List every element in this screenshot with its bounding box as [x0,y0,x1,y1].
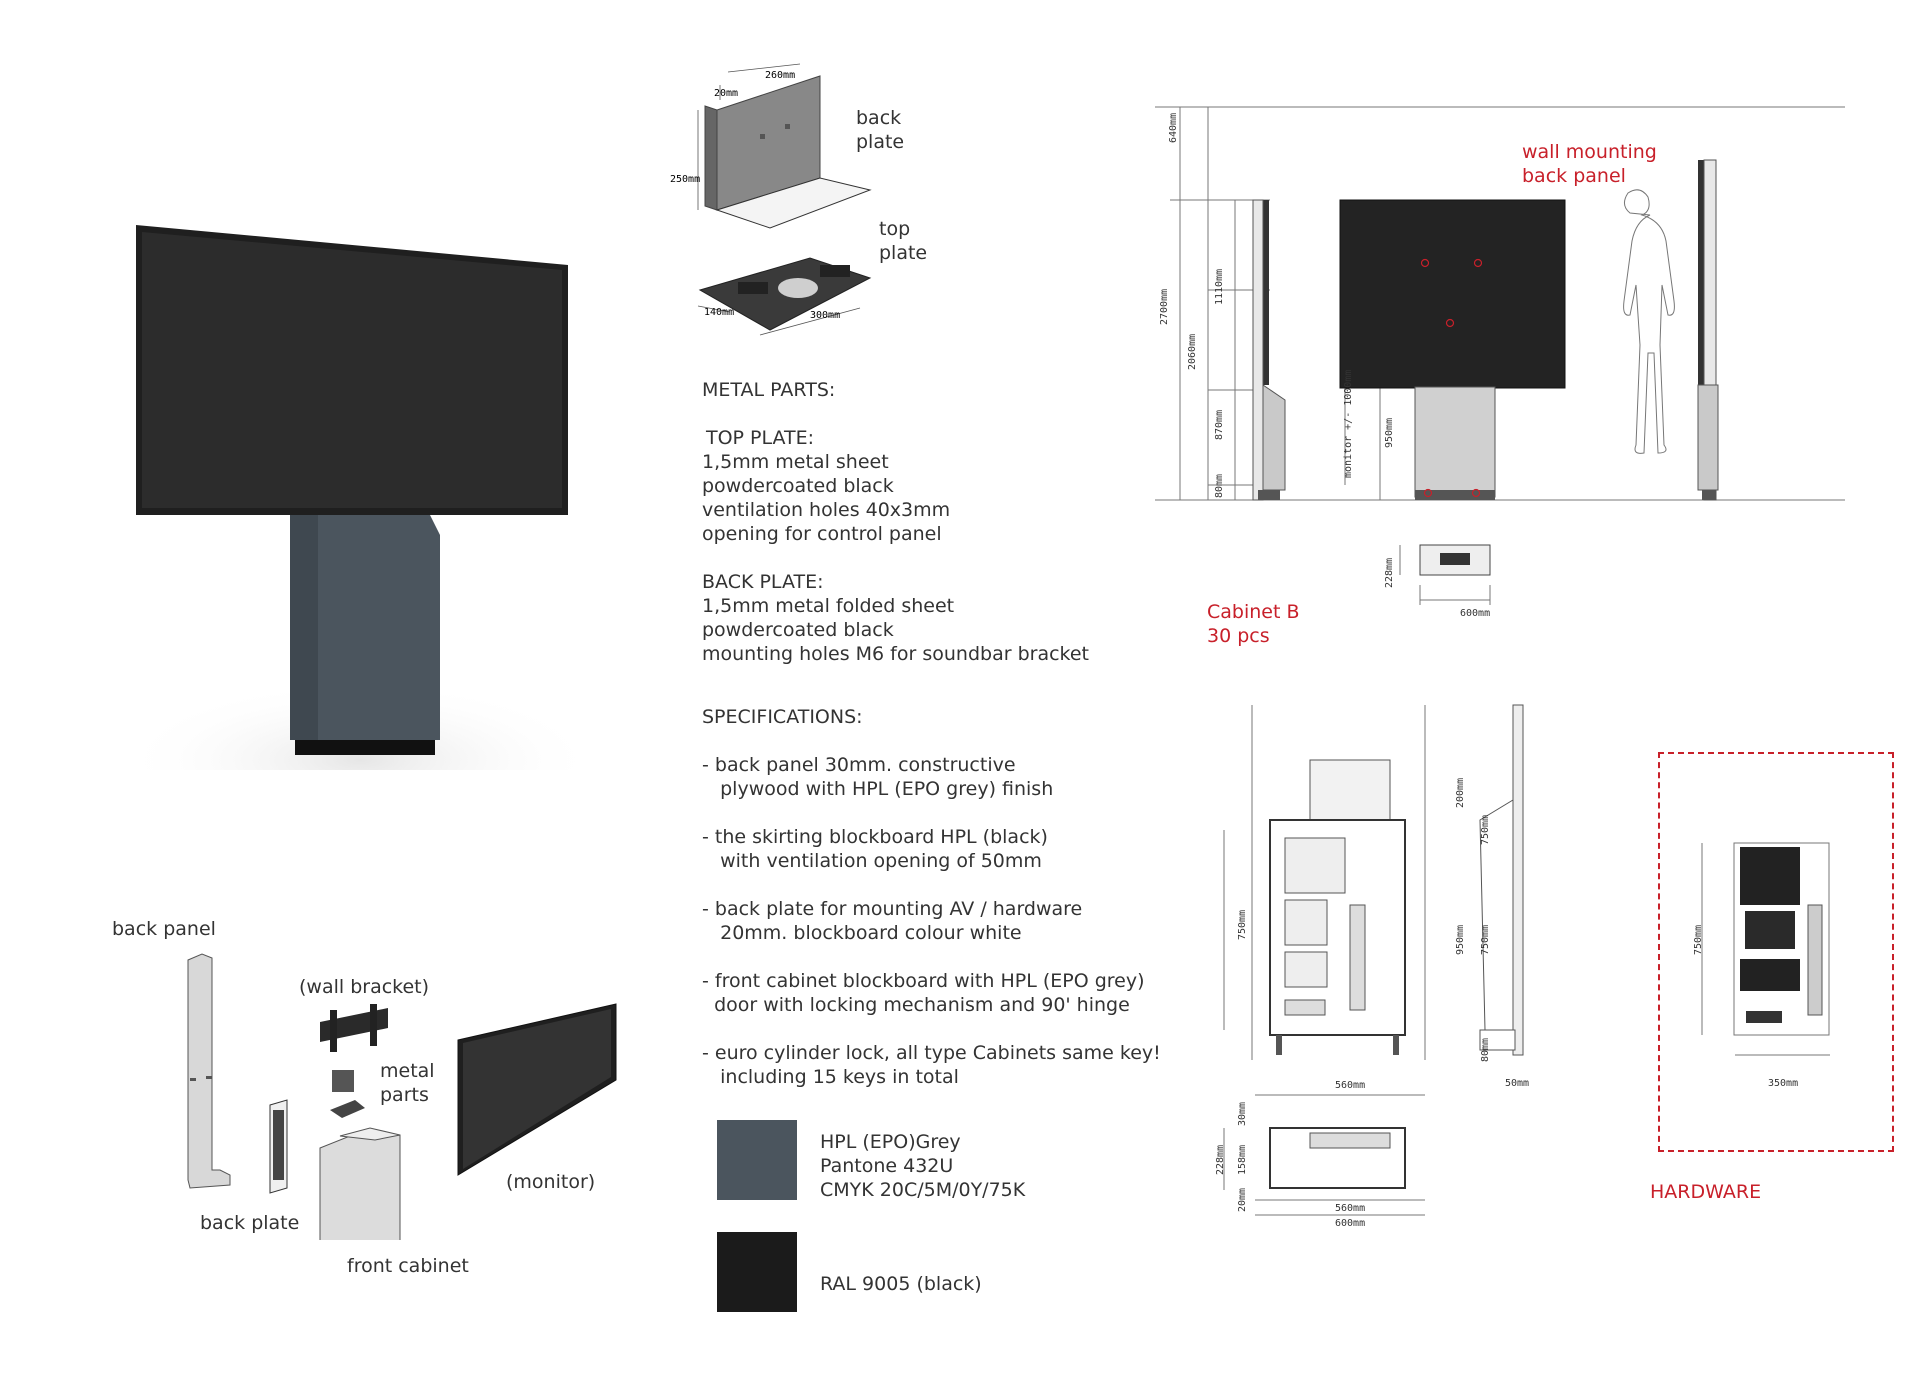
top-plate-title: TOP PLATE: [706,427,815,449]
back-plate-title: BACK PLATE: [702,571,824,593]
cd-dim-228: 228mm [1215,1144,1226,1175]
hardware-drawing [1690,835,1850,1095]
top-plate-line-3: ventilation holes 40x3mm [702,499,951,521]
back-plate-line-3: mounting holes M6 for soundbar bracket [702,643,1089,665]
spec-item-1-a: - back panel 30mm. constructive [702,754,1016,776]
cabinet-detail-drawing [1210,700,1580,1230]
hw-dim-350: 350mm [1768,1078,1799,1089]
swatch-ral-black [717,1232,797,1312]
cd-dim-750a: 750mm [1237,909,1248,940]
hero-monitor-render [120,210,580,770]
metal-parts-drawing [670,60,910,340]
specifications-heading: SPECIFICATIONS: [702,706,863,728]
label-monitor: (monitor) [506,1171,596,1193]
elevation-drawing [1150,95,1855,655]
spec-item-1-b: plywood with HPL (EPO grey) finish [702,778,1054,800]
elevation-cabinet [1415,387,1495,497]
top-plate-line-2: powdercoated black [702,475,894,497]
cd-dim-750c: 750mm [1480,924,1491,955]
cd-dim-750b: 750mm [1480,814,1491,845]
swatch-1-line-1: HPL (EPO)Grey [820,1131,961,1153]
label-back-panel: back panel [112,918,216,940]
swatch-1-line-3: CMYK 20C/5M/0Y/75K [820,1179,1026,1201]
swatch-epo-grey [717,1120,797,1200]
cd-dim-560b: 560mm [1335,1203,1366,1214]
dim-260: 260mm [765,70,796,81]
label-back-plate: back plate [200,1212,300,1234]
spec-item-3-b: 20mm. blockboard colour white [702,922,1022,944]
swatch-2-line-1: RAL 9005 (black) [820,1273,982,1295]
exploded-back-panel [188,954,230,1188]
parts-label-top-2: plate [879,242,928,264]
exploded-front-cabinet [320,1135,400,1240]
parts-label-back-1: back [856,107,902,129]
cd-dim-158: 158mm [1237,1144,1248,1175]
dim-950: 950mm [1384,417,1395,448]
cabinet-title: Cabinet B [1207,601,1300,623]
cd-dim-50: 50mm [1505,1078,1530,1089]
cd-dim-560a: 560mm [1335,1080,1366,1091]
elevation-monitor [1340,200,1565,388]
spec-item-4-a: - front cabinet blockboard with HPL (EPO grey) [702,970,1145,992]
label-front-cabinet: front cabinet [347,1255,469,1277]
cd-dim-600: 600mm [1335,1218,1366,1229]
dim-228: 228mm [1384,557,1395,588]
cd-dim-20: 20mm [1237,1187,1248,1212]
cd-dim-80: 80mm [1480,1037,1491,1062]
parts-label-back-2: plate [856,131,905,153]
dim-640: 640mm [1168,112,1179,143]
dim-20: 20mm [714,88,739,99]
top-plate-line-4: opening for control panel [702,523,942,545]
spec-item-2-a: - the skirting blockboard HPL (black) [702,826,1048,848]
cabinet-quantity: 30 pcs [1207,625,1270,647]
dim-1110: 1110mm [1214,268,1225,305]
spec-item-5-b: including 15 keys in total [702,1066,959,1088]
wall-mounting-label-2: back panel [1522,165,1626,187]
hw-dim-750: 750mm [1693,924,1704,955]
metal-parts-heading: METAL PARTS: [702,379,836,401]
spec-item-3-a: - back plate for mounting AV / hardware [702,898,1083,920]
cd-dim-950: 950mm [1455,924,1466,955]
spec-item-5-a: - euro cylinder lock, all type Cabinets same key! [702,1042,1161,1064]
cd-dim-30: 30mm [1237,1101,1248,1126]
dim-870: 870mm [1214,409,1225,440]
back-plate-line-2: powdercoated black [702,619,894,641]
dim-monitor-height: monitor +/- 1000mm [1343,369,1354,478]
dim-2700: 2700mm [1159,288,1170,325]
label-metal-parts-2: parts [380,1084,429,1106]
wall-mounting-label-1: wall mounting [1522,141,1657,163]
cd-dim-200: 200mm [1455,777,1466,808]
dim-300: 300mm [810,310,841,321]
hardware-label: HARDWARE [1650,1181,1762,1203]
dim-2060: 2060mm [1187,333,1198,370]
parts-label-top-1: top [879,218,911,240]
swatch-1-line-2: Pantone 432U [820,1155,954,1177]
label-metal-parts-1: metal [380,1060,435,1082]
label-wall-bracket: (wall bracket) [299,976,430,998]
dim-140: 140mm [704,307,735,318]
dim-80: 80mm [1214,473,1225,498]
spec-item-2-b: with ventilation opening of 50mm [702,850,1042,872]
dim-250: 250mm [670,174,701,185]
spec-item-4-b: door with locking mechanism and 90' hinge [702,994,1130,1016]
dim-600: 600mm [1460,608,1491,619]
exploded-metal-parts [332,1070,354,1092]
person-silhouette [1624,190,1675,454]
back-plate-line-1: 1,5mm metal folded sheet [702,595,955,617]
top-plate-line-1: 1,5mm metal sheet [702,451,889,473]
